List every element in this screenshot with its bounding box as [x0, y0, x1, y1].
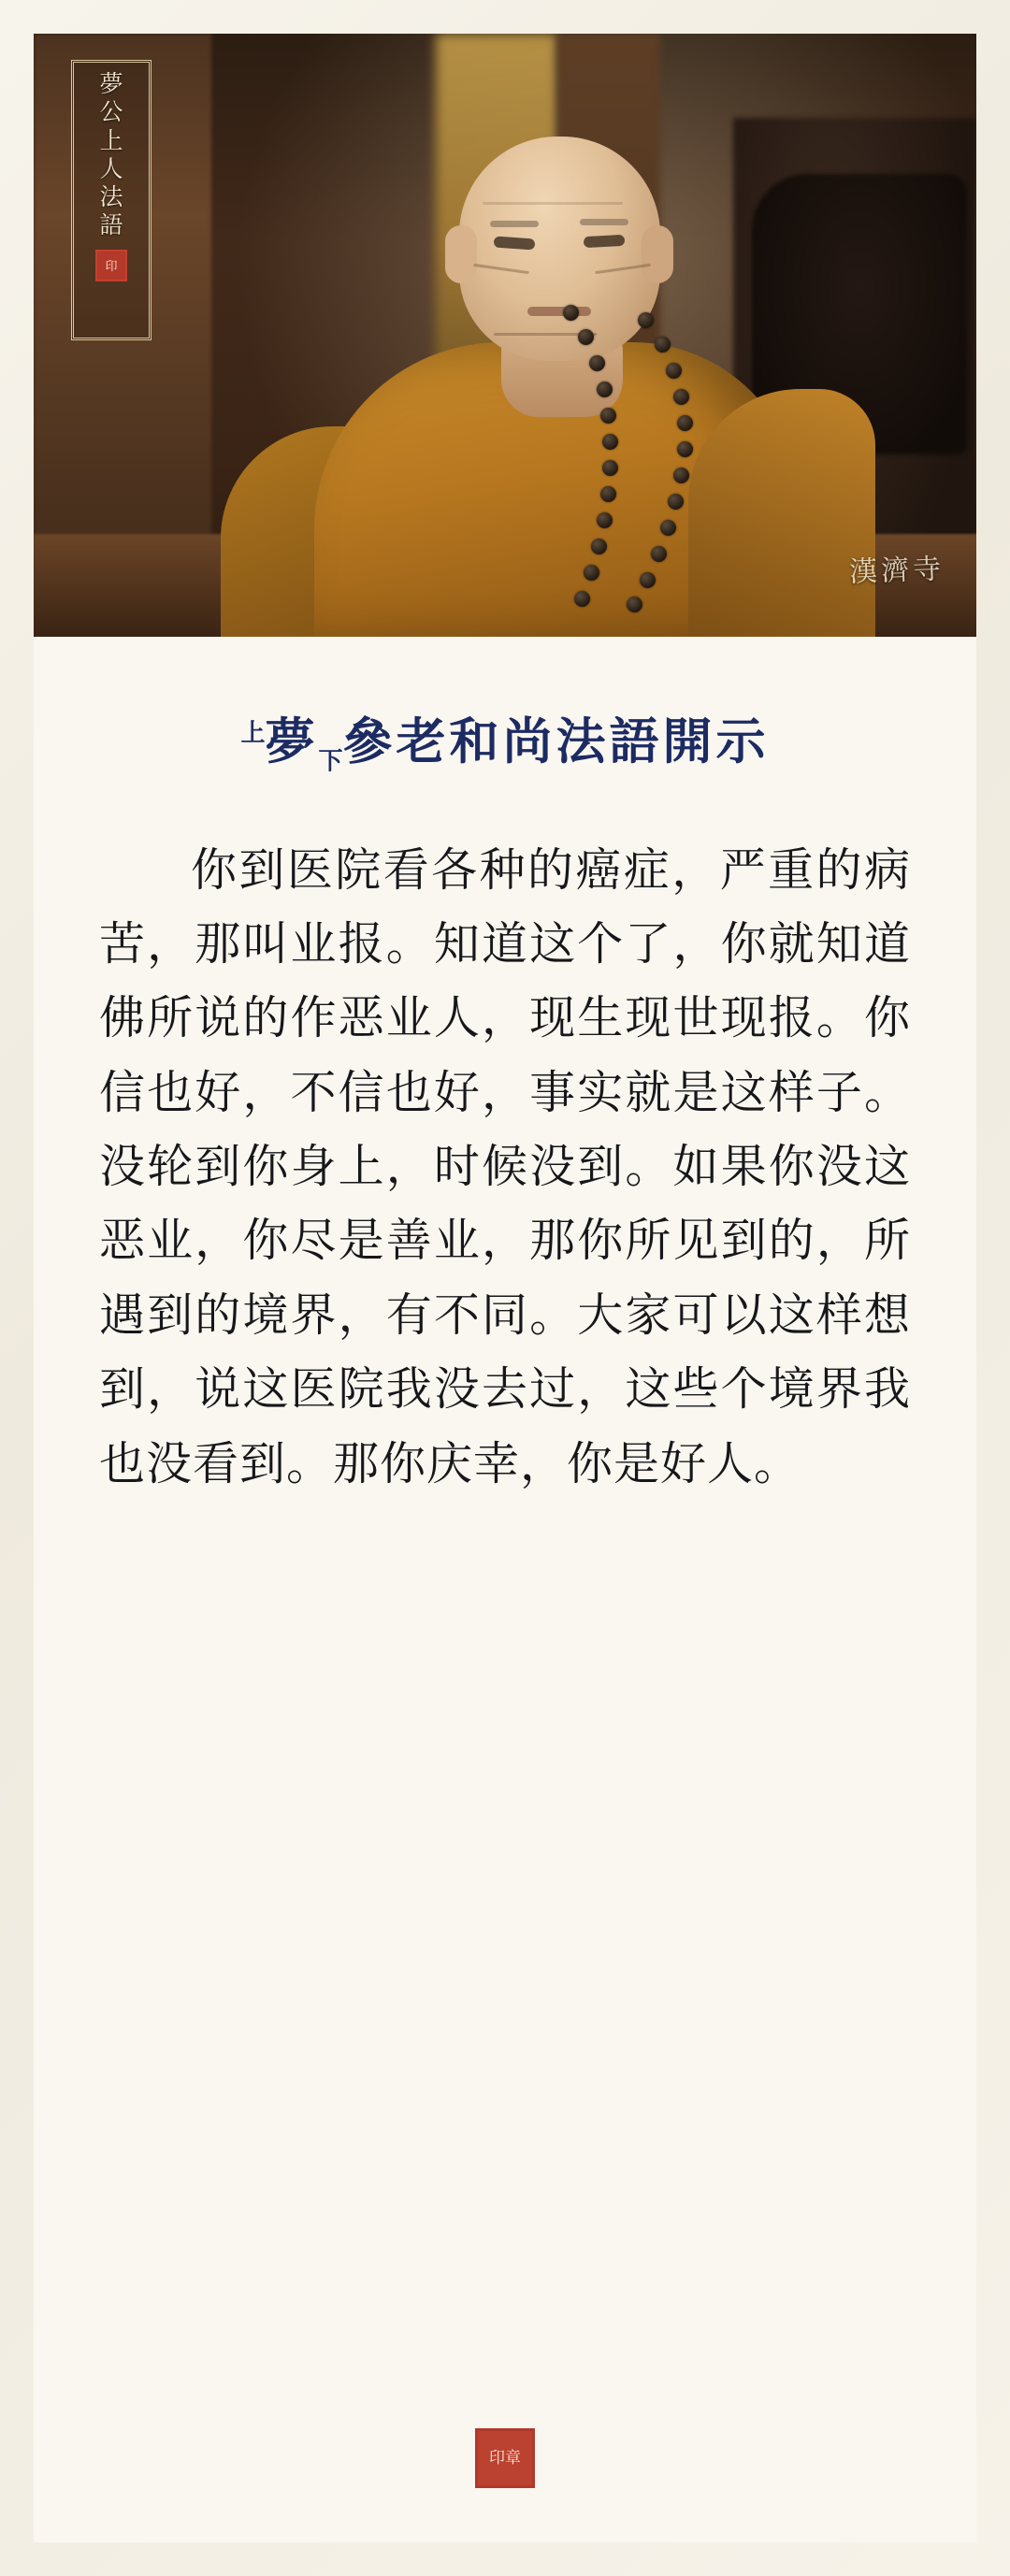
monk-ear-right — [642, 225, 673, 283]
plaque-char: 夢 — [99, 70, 123, 97]
monk-photo — [34, 34, 976, 637]
photo-watermark-temple-name: 漢濟寺 — [848, 553, 945, 589]
plaque-char: 公 — [99, 98, 123, 126]
title-main-char: 夢 — [265, 712, 319, 770]
monk-eyebrow-right — [580, 219, 628, 225]
plaque-seal-stamp: 印 — [95, 250, 127, 281]
title-subscript-char: 下 — [318, 747, 343, 776]
footer-seal-stamp: 印章 — [475, 2428, 535, 2488]
plaque-char: 上 — [99, 126, 123, 154]
vertical-title-plaque — [71, 60, 152, 340]
dharma-teaching-paragraph: 你到医院看各种的癌症，严重的病苦，那叫业报。知道这个了，你就知道佛所说的作恶业人，现生现世现报。你信也好，不信也好，事实就是这样子。没轮到你身上，时候没到。如果你没这恶业，你尽是善业，那你所见到的，所遇到的境界，有不同。大家可以这样想到，说这医院我没去过，这些个境界我也没看到。那你庆幸，你是好人。 — [99, 842, 911, 1490]
monk-eye-right — [584, 235, 626, 248]
plaque-char: 語 — [99, 211, 123, 239]
plaque-char: 法 — [99, 183, 123, 210]
monk-eyebrow-left — [490, 221, 539, 227]
title-superscript-char: 上 — [240, 719, 266, 748]
title-rest: 參老和尚法語開示 — [342, 712, 770, 770]
page-title — [86, 702, 924, 777]
plaque-char: 人 — [99, 154, 123, 182]
prayer-beads — [557, 305, 791, 623]
monk-ear-left — [445, 225, 477, 283]
poster-inner-card — [34, 34, 976, 2542]
text-content-area — [34, 637, 976, 2542]
monk-face-wrinkle — [483, 202, 623, 205]
